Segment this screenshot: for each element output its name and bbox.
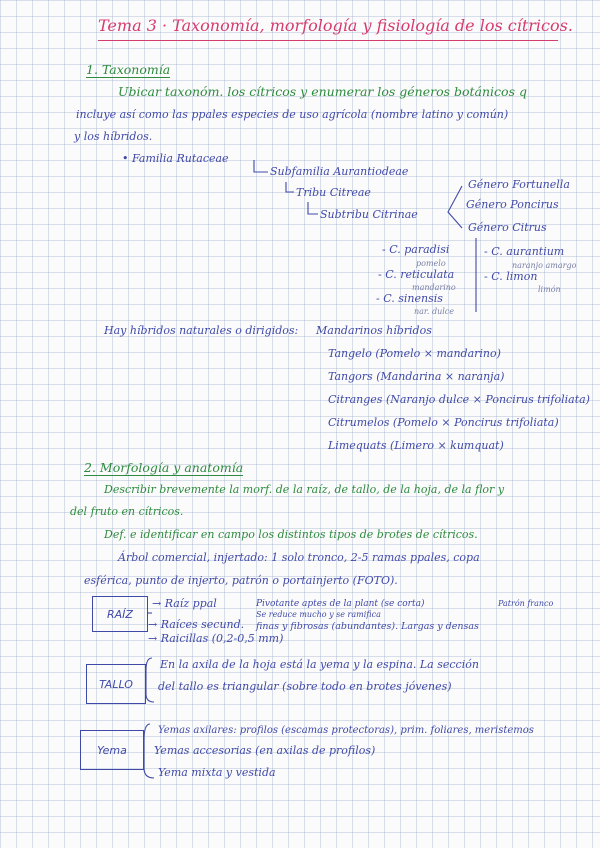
hybrid-item: Tangelo (Pomelo × mandarino) xyxy=(328,347,501,360)
species-reticulata: - C. reticulata xyxy=(378,268,455,281)
genus-fortunella: Género Fortunella xyxy=(468,178,570,191)
raiz-note: finas y fibrosas (abundantes). Largas y densas xyxy=(256,621,479,632)
raiz-box: RAÍZ xyxy=(92,596,148,632)
species-aurantium: - C. aurantium xyxy=(484,245,565,258)
species-reticulata-latin: C. reticulata xyxy=(385,268,455,281)
hybrid-item: Limequats (Limero × kumquat) xyxy=(328,439,504,452)
species-limon: - C. limon xyxy=(484,270,538,283)
tallo-line: En la axila de la hoja está la yema y la espina. La sección xyxy=(160,658,479,671)
hybrid-item: Tangors (Mandarina × naranja) xyxy=(328,370,505,383)
raiz-note: Se reduce mucho y se ramifica xyxy=(256,610,381,619)
tallo-bracket xyxy=(146,658,154,702)
objective-line-2: del fruto en cítricos. xyxy=(70,505,184,518)
section2-heading: 2. Morfología y anatomía xyxy=(84,460,244,475)
yema-line: Yemas accesorias (en axilas de profilos) xyxy=(154,744,376,757)
species-limon-common: limón xyxy=(538,285,561,294)
family-label: Familia Rutaceae xyxy=(132,152,229,165)
yema-line: Yemas axilares: profilos (escamas protectoras), prim. foliares, meristemos xyxy=(158,725,534,736)
species-paradisi-latin: C. paradisi xyxy=(389,243,450,256)
yema-bracket xyxy=(144,724,154,778)
objective-line-3: y los híbridos. xyxy=(74,130,153,143)
tree-connector xyxy=(286,182,294,192)
raiz-note: Pivotante aptes de la plant (se corta) xyxy=(256,599,425,609)
raiz-item-label: Raíces secund. xyxy=(160,618,245,631)
species-sinensis: - C. sinensis xyxy=(376,292,443,305)
tallo-line: del tallo es triangular (sobre todo en brotes jóvenes) xyxy=(158,680,452,693)
tribe-label: Tribu Citreae xyxy=(296,186,371,199)
genera-bracket xyxy=(448,186,462,228)
genus-citrus: Género Citrus xyxy=(468,221,547,234)
species-aurantium-common: naranjo amargo xyxy=(512,261,577,270)
species-sinensis-common: nar. dulce xyxy=(414,307,454,316)
genus-poncirus: Género Poncirus xyxy=(466,198,559,211)
hybrids-intro: Hay híbridos naturales o dirigidos: xyxy=(104,324,299,337)
raiz-item-label: Raicillas (0,2-0,5 mm) xyxy=(160,632,284,645)
raiz-note: Patrón franco xyxy=(498,599,554,608)
objective-line-1: Ubicar taxonóm. los cítricos y enumerar los géneros botánicos q xyxy=(118,84,527,99)
species-reticulata-common: mandarino xyxy=(412,283,456,292)
species-limon-latin: C. limon xyxy=(491,270,538,283)
objective-line-1: Describir brevemente la morf. de la raíz, de tallo, de la hoja, de la flor y xyxy=(104,483,505,496)
objective-line-2: incluye así como las ppales especies de uso agrícola (nombre latino y común) xyxy=(76,108,509,121)
hybrid-item: Citranges (Naranjo dulce × Poncirus trifoliata) xyxy=(328,393,590,406)
subfamily-label: Subfamilia Aurantiodeae xyxy=(270,165,409,178)
hybrid-item: Citrumelos (Pomelo × Poncirus trifoliata) xyxy=(328,416,559,429)
raiz-item: → Raíz ppal xyxy=(152,597,217,610)
section1-heading: 1. Taxonomía xyxy=(86,62,171,77)
species-paradisi-common: pomelo xyxy=(416,259,446,268)
raiz-item: → Raíces secund. xyxy=(148,618,245,631)
tree-connector xyxy=(308,202,318,214)
tallo-box: TALLO xyxy=(86,664,146,704)
tree-line-2: esférica, punto de injerto, patrón o portainjerto (FOTO). xyxy=(84,574,398,587)
yema-box: Yema xyxy=(80,730,144,770)
family-item: • Familia Rutaceae xyxy=(122,152,229,165)
species-paradisi: - C. paradisi xyxy=(382,243,450,256)
species-aurantium-latin: C. aurantium xyxy=(491,245,565,258)
raiz-item-label: Raíz ppal xyxy=(164,597,217,610)
yema-line: Yema mixta y vestida xyxy=(158,766,276,779)
species-sinensis-latin: C. sinensis xyxy=(383,292,443,305)
hybrid-item: Mandarinos híbridos xyxy=(316,324,432,337)
raiz-item: → Raicillas (0,2-0,5 mm) xyxy=(148,632,284,645)
tree-line-1: Árbol comercial, injertado: 1 solo tronco, 2-5 ramas ppales, copa xyxy=(118,551,480,564)
objective-line-3: Def. e identificar en campo los distintos tipos de brotes de cítricos. xyxy=(104,528,478,541)
tree-connector xyxy=(254,160,268,172)
subtribe-label: Subtribu Citrinae xyxy=(320,208,418,221)
page-title: Tema 3 · Taxonomía, morfología y fisiología de los cítricos. xyxy=(98,16,573,35)
